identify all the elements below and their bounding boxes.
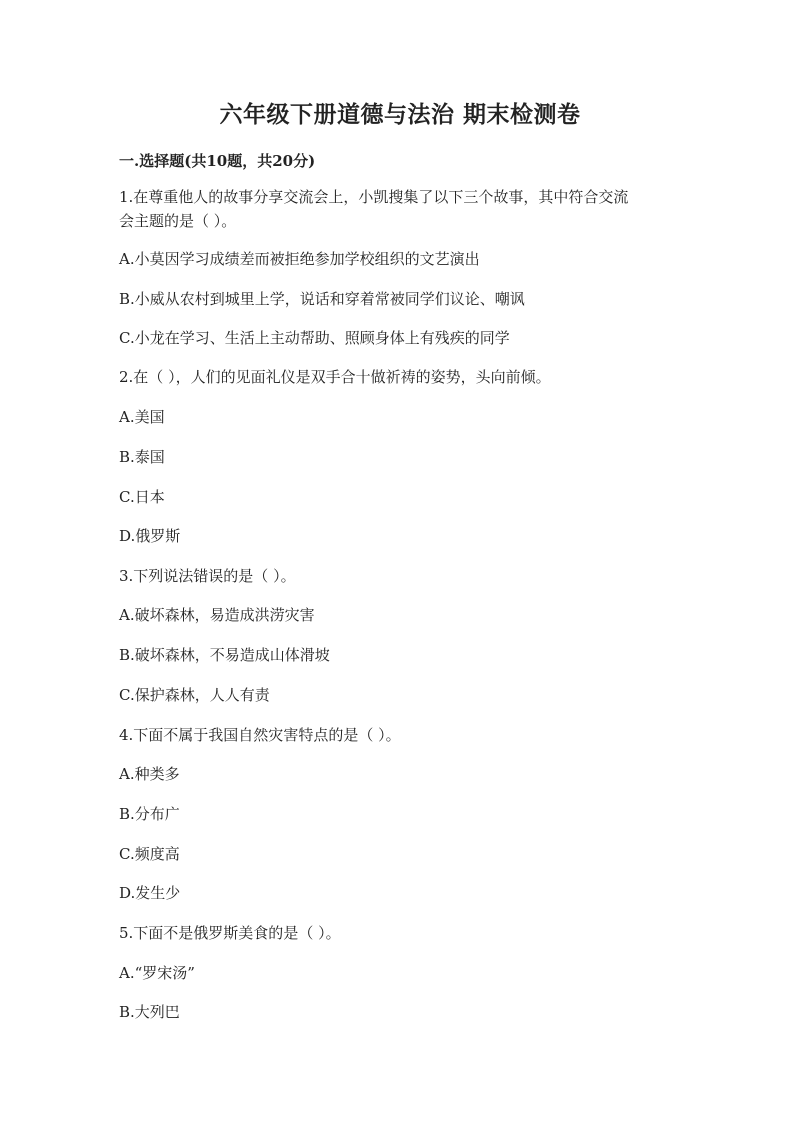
question-2-option-d: D.俄罗斯 — [119, 527, 181, 545]
question-1-option-a: A.小莫因学习成绩差而被拒绝参加学校组织的文艺演出 — [119, 250, 480, 268]
question-4-option-a: A.种类多 — [119, 765, 180, 783]
question-1-option-b: B.小威从农村到城里上学，说话和穿着常被同学们议论、嘲讽 — [119, 290, 525, 308]
question-5-option-b: B.大列巴 — [119, 1003, 180, 1021]
page-title: 六年级下册道德与法治 期末检测卷 — [219, 101, 581, 128]
question-4-option-c: C.频度高 — [119, 845, 180, 863]
question-5-stem: 5.下面不是俄罗斯美食的是（ ）。 — [119, 924, 341, 942]
question-2-option-b: B.泰国 — [119, 448, 165, 466]
question-4-option-d: D.发生少 — [119, 884, 181, 902]
question-3-stem: 3.下列说法错误的是（ ）。 — [119, 567, 296, 585]
question-2-stem: 2.在（ ），人们的见面礼仪是双手合十做祈祷的姿势，头向前倾。 — [119, 368, 551, 386]
question-4-stem: 4.下面不属于我国自然灾害特点的是（ ）。 — [119, 726, 401, 744]
question-3-option-c: C.保护森林，人人有责 — [119, 686, 270, 704]
question-4-option-b: B.分布广 — [119, 805, 180, 823]
question-3-option-b: B.破坏森林，不易造成山体滑坡 — [119, 646, 330, 664]
question-5-option-a: A.“罗宋汤” — [119, 964, 195, 982]
question-1-option-c: C.小龙在学习、生活上主动帮助、照顾身体上有残疾的同学 — [119, 329, 510, 347]
question-2-option-c: C.日本 — [119, 488, 165, 506]
section-heading: 一.选择题(共10题，共20分) — [119, 152, 316, 170]
question-1-stem-line-2: 会主题的是（ ）。 — [119, 212, 237, 230]
question-2-option-a: A.美国 — [119, 408, 165, 426]
question-1-stem-line-1: 1.在尊重他人的故事分享交流会上，小凯搜集了以下三个故事，其中符合交流 — [119, 188, 629, 206]
question-3-option-a: A.破坏森林，易造成洪涝灾害 — [119, 606, 315, 624]
